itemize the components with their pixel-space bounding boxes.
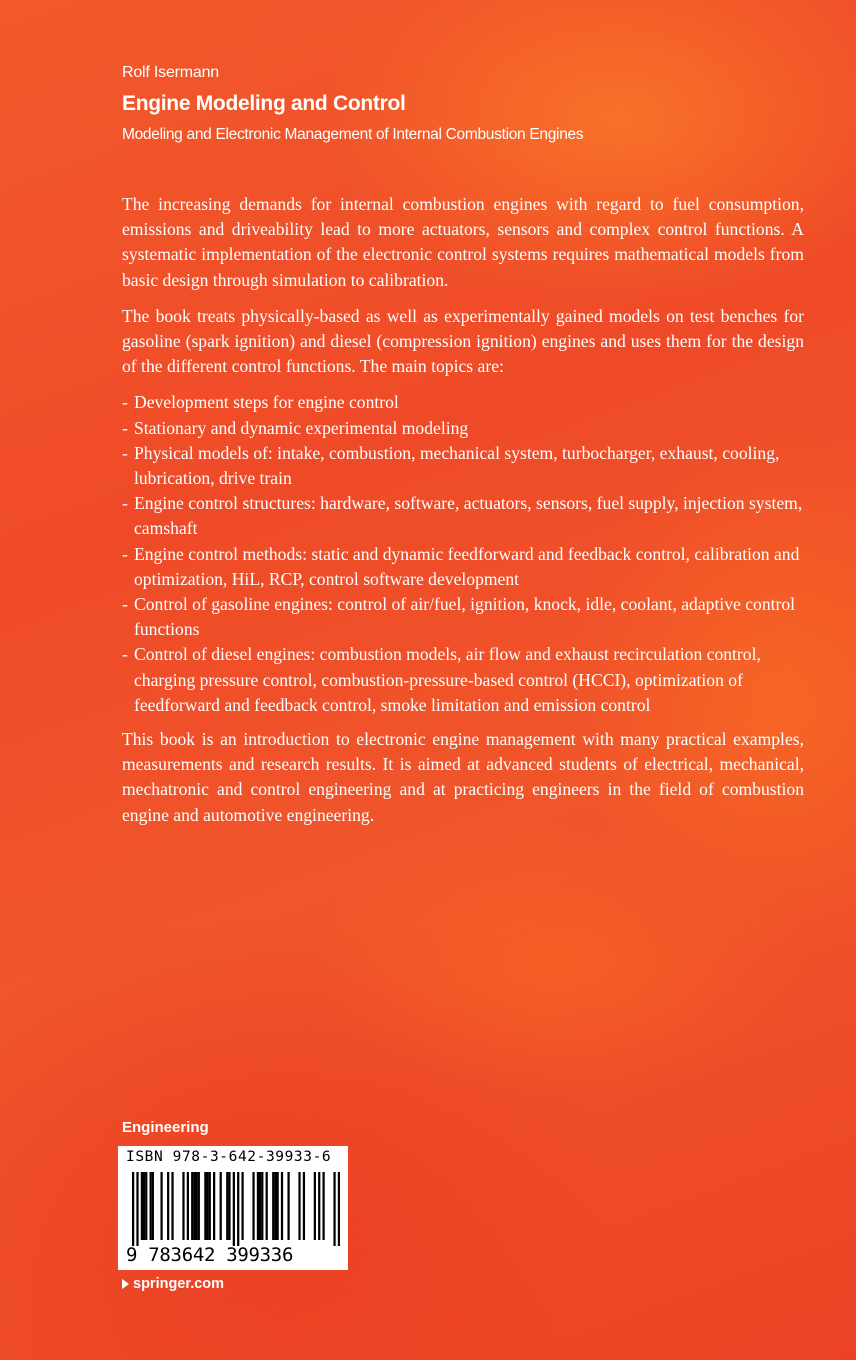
barcode-bar (303, 1172, 305, 1240)
barcode-bar (287, 1172, 289, 1240)
barcode-bar (220, 1172, 222, 1240)
barcode-bar (259, 1172, 261, 1240)
topic-item: - Physical models of: intake, combustion, mechanical system, turbocharger, exhaust, cooling, lubrication, drive train (122, 442, 780, 489)
list-dash: - (122, 543, 128, 564)
blurb (122, 192, 804, 839)
barcode-bar (198, 1172, 200, 1240)
barcode-bar (213, 1172, 215, 1240)
topic-list (122, 390, 804, 718)
publisher-url: springer.com (133, 1276, 225, 1292)
book-title: Engine Modeling and Control (122, 92, 406, 115)
list-dash: - (122, 442, 128, 463)
barcode-bar (322, 1172, 324, 1240)
barcode-bar (182, 1172, 184, 1240)
list-dash: - (122, 417, 128, 438)
barcode-bar (187, 1172, 189, 1240)
barcode-bar (209, 1172, 211, 1240)
topic-item: - Stationary and dynamic experimental modeling (122, 416, 804, 441)
topic-item: - Control of gasoline engines: control of air/fuel, ignition, knock, idle, coolant, adaptive control functions (122, 594, 796, 640)
barcode-bar (150, 1172, 152, 1240)
barcode-bar (277, 1172, 279, 1240)
barcode-bar (132, 1172, 134, 1246)
book-subtitle: Modeling and Electronic Management of Internal Combustion Engines (122, 126, 584, 143)
topic-item: - Engine control methods: static and dynamic feedforward and feedback control, calibration and optimization, HiL, RCP, control software development (122, 543, 800, 589)
subject-category: Engineering (122, 1119, 209, 1136)
barcode-bar (266, 1172, 268, 1240)
barcode-bar (257, 1172, 259, 1240)
barcode-bar (136, 1172, 138, 1246)
barcode-bar (338, 1172, 340, 1246)
barcode-bar (274, 1172, 276, 1240)
barcode-bar (195, 1172, 197, 1240)
barcode-bar (233, 1172, 235, 1246)
barcode-bar (261, 1172, 263, 1240)
barcode-bar (206, 1172, 208, 1240)
barcode-bar (333, 1172, 335, 1246)
list-dash: - (122, 644, 128, 665)
arrow-right-icon (122, 1279, 129, 1289)
author-name: Rolf Isermann (122, 64, 219, 81)
topic-item: - Control of diesel engines: combustion models, air flow and exhaust recirculation control, charging pressure control, combustion-pressure-based control (HCCI), optimization of feedforward and feedback control, smoke limitation and emission control (122, 644, 761, 715)
barcode-bar (171, 1172, 173, 1240)
barcode-bar (241, 1172, 243, 1240)
topic-item: - Engine control structures: hardware, software, actuators, sensors, fuel supply, injection system, camshaft (122, 493, 803, 539)
barcode-bar (143, 1172, 145, 1240)
barcode-bar (141, 1172, 143, 1240)
isbn-barcode (118, 1146, 348, 1270)
barcode-bar (204, 1172, 206, 1240)
barcode-bar (272, 1172, 274, 1240)
topic-item: - Development steps for engine control (122, 390, 804, 415)
list-dash: - (122, 594, 128, 615)
ean-digits: 9 783642 399336 (126, 1244, 294, 1266)
barcode-bar (314, 1172, 316, 1240)
blurb-paragraph-1: The increasing demands for internal combustion engines with regard to fuel consumption, emissions and driveability lead to more actuators, sensors and complex control functions. A systematic implementation of the electronic control systems requires mathematical models from basic design through simulation to calibration. (122, 194, 804, 290)
barcode-bar (318, 1172, 320, 1240)
publisher-link[interactable] (122, 1276, 224, 1292)
barcode-bar (160, 1172, 162, 1240)
barcode-bar (298, 1172, 300, 1240)
barcode-bars (132, 1172, 340, 1246)
barcode-bar (228, 1172, 230, 1240)
barcode-bar (152, 1172, 154, 1240)
isbn-label: ISBN 978-3-642-39933-6 (126, 1149, 332, 1165)
list-dash: - (122, 392, 128, 413)
barcode-bar (252, 1172, 254, 1240)
barcode-bar (167, 1172, 169, 1240)
barcode-bar (193, 1172, 195, 1240)
barcode-bar (145, 1172, 147, 1240)
barcode-bar (191, 1172, 193, 1240)
blurb-paragraph-2: The book treats physically-based as well as experimentally gained models on test benches for gasoline (spark ignition) and diesel (compression ignition) engines and uses them for the design of the different control functions. The main topics are: (122, 305, 804, 377)
list-dash: - (122, 493, 128, 514)
barcode-bar (281, 1172, 283, 1240)
blurb-paragraph-3: This book is an introduction to electronic engine management with many practical examples, measurements and research results. It is aimed at advanced students of electrical, mechanical, mechatronic and control engineering and at practicing engineers in the field of combustion engine and automotive engineering. (122, 729, 804, 825)
barcode-bar (226, 1172, 228, 1240)
barcode-bar (237, 1172, 239, 1246)
